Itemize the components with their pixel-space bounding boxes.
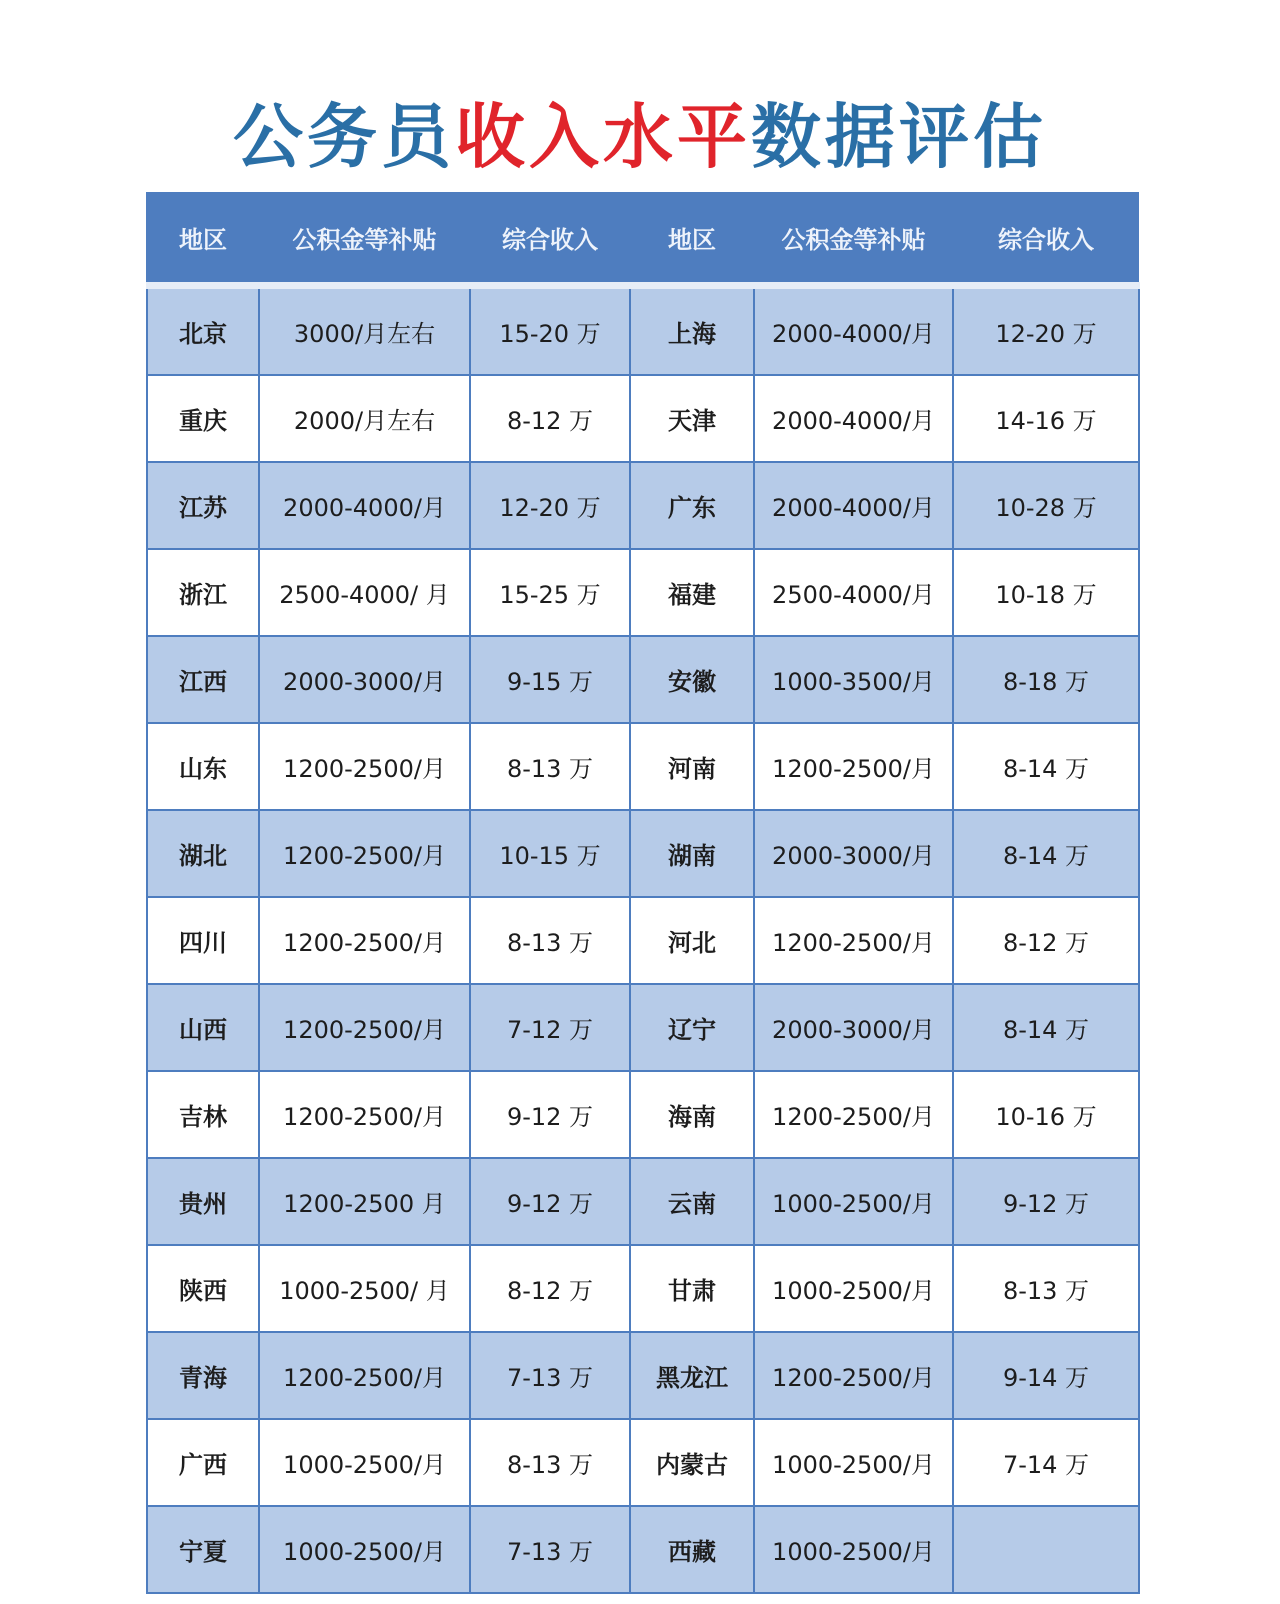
subsidy-cell: 1200-2500/月	[259, 810, 470, 897]
table-row	[147, 1506, 1139, 1593]
header-total-income: 综合收入	[470, 192, 630, 286]
subsidy-cell: 1200-2500/月	[754, 1071, 953, 1158]
income-cell: 8-12 万	[953, 897, 1139, 984]
table-row	[147, 984, 1139, 1071]
region-cell: 江苏	[147, 462, 259, 549]
income-table	[146, 192, 1140, 1594]
income-cell: 8-13 万	[470, 897, 630, 984]
region-cell: 福建	[630, 549, 754, 636]
table-row	[147, 286, 1139, 376]
header-subsidy: 公积金等补贴	[754, 192, 953, 286]
income-cell: 10-18 万	[953, 549, 1139, 636]
subsidy-cell: 1200-2500/月	[259, 1071, 470, 1158]
income-cell: 9-12 万	[470, 1071, 630, 1158]
subsidy-cell: 1000-2500/ 月	[259, 1245, 470, 1332]
subsidy-cell: 2000-4000/月	[259, 462, 470, 549]
income-cell: 10-28 万	[953, 462, 1139, 549]
income-cell: 8-12 万	[470, 1245, 630, 1332]
income-cell: 8-14 万	[953, 810, 1139, 897]
header-subsidy: 公积金等补贴	[259, 192, 470, 286]
region-cell: 陕西	[147, 1245, 259, 1332]
income-cell: 7-13 万	[470, 1332, 630, 1419]
subsidy-cell: 1200-2500/月	[259, 723, 470, 810]
subsidy-cell: 2000-4000/月	[754, 286, 953, 376]
subsidy-cell: 1200-2500/月	[754, 1332, 953, 1419]
income-cell: 9-14 万	[953, 1332, 1139, 1419]
income-table-container	[146, 192, 1138, 1594]
region-cell: 青海	[147, 1332, 259, 1419]
table-row	[147, 1245, 1139, 1332]
table-row	[147, 462, 1139, 549]
region-cell: 宁夏	[147, 1506, 259, 1593]
region-cell: 广东	[630, 462, 754, 549]
region-cell: 北京	[147, 286, 259, 376]
subsidy-cell: 1200-2500/月	[259, 1332, 470, 1419]
region-cell: 湖北	[147, 810, 259, 897]
table-row	[147, 810, 1139, 897]
table-row	[147, 549, 1139, 636]
income-cell: 8-13 万	[470, 723, 630, 810]
region-cell: 吉林	[147, 1071, 259, 1158]
income-cell: 9-12 万	[470, 1158, 630, 1245]
region-cell: 江西	[147, 636, 259, 723]
header-total-income: 综合收入	[953, 192, 1139, 286]
region-cell: 湖南	[630, 810, 754, 897]
income-cell: 15-20 万	[470, 286, 630, 376]
region-cell: 安徽	[630, 636, 754, 723]
subsidy-cell: 1200-2500 月	[259, 1158, 470, 1245]
region-cell: 西藏	[630, 1506, 754, 1593]
income-cell: 8-12 万	[470, 375, 630, 462]
income-cell	[953, 1506, 1139, 1593]
table-row	[147, 897, 1139, 984]
income-cell: 9-12 万	[953, 1158, 1139, 1245]
subsidy-cell: 1000-2500/月	[259, 1419, 470, 1506]
subsidy-cell: 2500-4000/月	[754, 549, 953, 636]
income-cell: 15-25 万	[470, 549, 630, 636]
income-cell: 8-14 万	[953, 984, 1139, 1071]
region-cell: 浙江	[147, 549, 259, 636]
region-cell: 四川	[147, 897, 259, 984]
income-cell: 7-14 万	[953, 1419, 1139, 1506]
income-cell: 8-13 万	[470, 1419, 630, 1506]
subsidy-cell: 1000-2500/月	[754, 1158, 953, 1245]
region-cell: 上海	[630, 286, 754, 376]
subsidy-cell: 1200-2500/月	[259, 984, 470, 1071]
region-cell: 重庆	[147, 375, 259, 462]
page-title	[0, 92, 1280, 182]
table-row	[147, 636, 1139, 723]
region-cell: 甘肃	[630, 1245, 754, 1332]
subsidy-cell: 1000-3500/月	[754, 636, 953, 723]
subsidy-cell: 1200-2500/月	[754, 897, 953, 984]
table-row	[147, 1419, 1139, 1506]
income-cell: 8-13 万	[953, 1245, 1139, 1332]
subsidy-cell: 2500-4000/ 月	[259, 549, 470, 636]
subsidy-cell: 2000-4000/月	[754, 462, 953, 549]
subsidy-cell: 1200-2500/月	[754, 723, 953, 810]
subsidy-cell: 2000-3000/月	[259, 636, 470, 723]
subsidy-cell: 1000-2500/月	[259, 1506, 470, 1593]
region-cell: 河北	[630, 897, 754, 984]
region-cell: 山东	[147, 723, 259, 810]
income-cell: 7-13 万	[470, 1506, 630, 1593]
income-cell: 8-18 万	[953, 636, 1139, 723]
table-row	[147, 1332, 1139, 1419]
region-cell: 海南	[630, 1071, 754, 1158]
region-cell: 河南	[630, 723, 754, 810]
region-cell: 辽宁	[630, 984, 754, 1071]
region-cell: 贵州	[147, 1158, 259, 1245]
region-cell: 黑龙江	[630, 1332, 754, 1419]
income-cell: 10-16 万	[953, 1071, 1139, 1158]
table-row	[147, 375, 1139, 462]
table-row	[147, 1071, 1139, 1158]
income-cell: 7-12 万	[470, 984, 630, 1071]
table-header-row	[147, 192, 1139, 286]
subsidy-cell: 1000-2500/月	[754, 1419, 953, 1506]
region-cell: 山西	[147, 984, 259, 1071]
header-region: 地区	[147, 192, 259, 286]
income-cell: 9-15 万	[470, 636, 630, 723]
subsidy-cell: 1000-2500/月	[754, 1506, 953, 1593]
table-body	[147, 286, 1139, 1594]
title-part-2: 收入水平	[455, 96, 751, 178]
region-cell: 天津	[630, 375, 754, 462]
subsidy-cell: 1000-2500/月	[754, 1245, 953, 1332]
subsidy-cell: 2000-3000/月	[754, 984, 953, 1071]
income-cell: 8-14 万	[953, 723, 1139, 810]
table-row	[147, 1158, 1139, 1245]
subsidy-cell: 1200-2500/月	[259, 897, 470, 984]
subsidy-cell: 3000/月左右	[259, 286, 470, 376]
region-cell: 内蒙古	[630, 1419, 754, 1506]
income-cell: 12-20 万	[953, 286, 1139, 376]
title-part-1: 公务员	[233, 96, 455, 178]
income-cell: 12-20 万	[470, 462, 630, 549]
region-cell: 广西	[147, 1419, 259, 1506]
region-cell: 云南	[630, 1158, 754, 1245]
subsidy-cell: 2000/月左右	[259, 375, 470, 462]
subsidy-cell: 2000-4000/月	[754, 375, 953, 462]
header-region: 地区	[630, 192, 754, 286]
income-cell: 14-16 万	[953, 375, 1139, 462]
table-row	[147, 723, 1139, 810]
subsidy-cell: 2000-3000/月	[754, 810, 953, 897]
income-cell: 10-15 万	[470, 810, 630, 897]
title-part-3: 数据评估	[751, 96, 1047, 178]
